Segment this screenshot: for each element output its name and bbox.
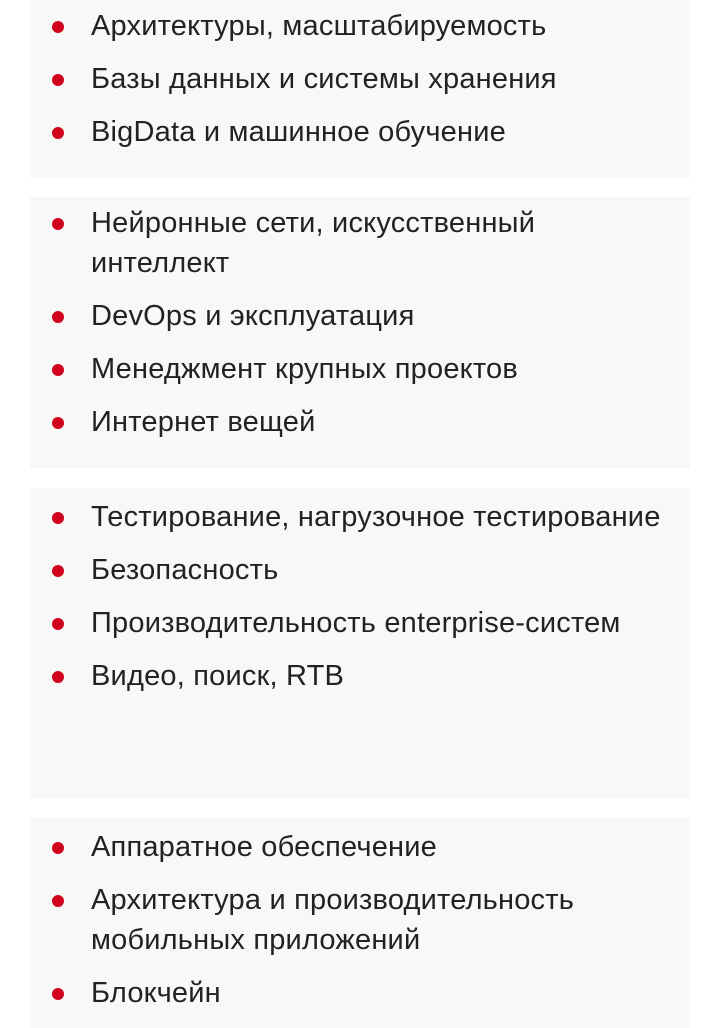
topic-item	[30, 827, 690, 867]
bullet-dot-icon	[52, 218, 64, 230]
bullet-dot-icon	[52, 21, 64, 33]
topic-list	[30, 827, 690, 1013]
topic-label: Безопасность	[91, 554, 279, 586]
topic-item	[30, 880, 690, 960]
topic-item	[30, 603, 690, 643]
topic-label: BigData и машинное обучение	[91, 116, 506, 148]
topic-label: Видео, поиск, RTB	[91, 660, 345, 692]
topic-label: Блокчейн	[91, 977, 221, 1009]
topic-item	[30, 203, 690, 283]
topic-item	[30, 973, 690, 1013]
topic-group-2	[30, 197, 690, 468]
topic-label: Архитектура и производительность мобильных приложений	[91, 884, 575, 956]
bullet-dot-icon	[52, 618, 64, 630]
topic-item	[30, 656, 690, 696]
topic-item	[30, 59, 690, 99]
topic-label: Тестирование, нагрузочное тестирование	[91, 501, 661, 533]
bullet-dot-icon	[52, 895, 64, 907]
topic-list	[30, 497, 690, 696]
topic-label: DevOps и эксплуатация	[91, 300, 415, 332]
topic-group-1	[30, 0, 690, 177]
bullet-dot-icon	[52, 364, 64, 376]
topic-item	[30, 497, 690, 537]
topic-list	[30, 203, 690, 442]
bullet-dot-icon	[52, 988, 64, 1000]
topic-group-4	[30, 818, 690, 1028]
topic-label: Базы данных и системы хранения	[91, 63, 557, 95]
bullet-dot-icon	[52, 127, 64, 139]
topic-label: Нейронные сети, искусственный интеллект	[91, 207, 536, 279]
bullet-dot-icon	[52, 842, 64, 854]
topic-item	[30, 6, 690, 46]
topic-label: Менеджмент крупных проектов	[91, 353, 518, 385]
bullet-dot-icon	[52, 417, 64, 429]
topic-item	[30, 112, 690, 152]
bullet-dot-icon	[52, 512, 64, 524]
topic-label: Архитектуры, масштабируемость	[91, 10, 547, 42]
topic-item	[30, 550, 690, 590]
bullet-dot-icon	[52, 311, 64, 323]
topic-list	[30, 6, 690, 152]
topic-item	[30, 349, 690, 389]
topic-label: Аппаратное обеспечение	[91, 831, 437, 863]
topic-item	[30, 296, 690, 336]
bullet-dot-icon	[52, 565, 64, 577]
topic-label: Производительность enterprise-систем	[91, 607, 621, 639]
bullet-dot-icon	[52, 74, 64, 86]
bullet-dot-icon	[52, 671, 64, 683]
topic-label: Интернет вещей	[91, 406, 316, 438]
topic-group-3	[30, 488, 690, 798]
topic-item	[30, 402, 690, 442]
